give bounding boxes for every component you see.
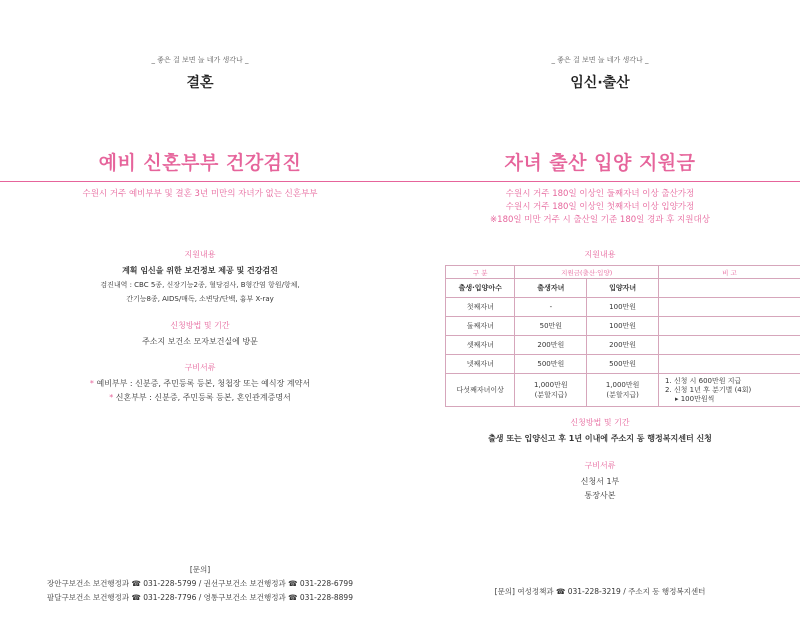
row-adopt: 500만원 bbox=[587, 355, 659, 374]
left-tagline: _ 좋은 걸 보면 늘 네가 생각나 _ bbox=[151, 56, 249, 64]
left-apply-heading: 신청방법 및 기간 bbox=[170, 321, 230, 330]
note-line-1: 1. 신청 시 600만원 지급 bbox=[664, 376, 742, 385]
table-subheader-adopt: 입양자녀 bbox=[587, 279, 659, 298]
table-header-category: 구 분 bbox=[446, 266, 515, 279]
table-header-note: 비 고 bbox=[658, 266, 800, 279]
right-category-title: 임신·출산 bbox=[570, 75, 630, 91]
row-label: 넷째자녀 bbox=[446, 355, 515, 374]
row-note bbox=[658, 317, 800, 336]
support-amount-table bbox=[445, 265, 800, 407]
row-label: 둘째자녀 bbox=[446, 317, 515, 336]
left-footer-contact-1: 장안구보건소 보건행정과 ☎ 031-228-5799 / 권선구보건소 보건행정과 ☎ 031-228-6799 bbox=[47, 579, 353, 588]
row-note bbox=[658, 355, 800, 374]
table-row bbox=[446, 336, 800, 355]
table-header-amount: 지원금(출산·입양) bbox=[515, 266, 659, 279]
left-support-heading: 지원내용 bbox=[184, 250, 216, 259]
right-page-title: 자녀 출산 입양 지원금 bbox=[504, 152, 696, 174]
row-note bbox=[658, 298, 800, 317]
table-header-row bbox=[446, 266, 800, 279]
table-row bbox=[446, 355, 800, 374]
right-apply-text: 출생 또는 입양신고 후 1년 이내에 주소지 동 행정복지센터 신청 bbox=[488, 434, 712, 443]
bullet-mark: * bbox=[109, 393, 114, 402]
left-docs-text-1: 예비부부 : 신분증, 주민등록 등본, 청첩장 또는 예식장 계약서 bbox=[96, 379, 311, 388]
table-row bbox=[446, 317, 800, 336]
row-label: 셋째자녀 bbox=[446, 336, 515, 355]
row-birth-amount: 1,000만원 bbox=[534, 381, 568, 389]
bullet-mark: * bbox=[89, 379, 94, 388]
table-subheader-count: 출생·입양아수 bbox=[446, 279, 515, 298]
left-docs-text-2: 신혼부부 : 신분증, 주민등록 등본, 혼인관계증명서 bbox=[115, 393, 291, 402]
row-note bbox=[658, 336, 800, 355]
row-birth: - bbox=[515, 298, 587, 317]
left-docs-item-1 bbox=[0, 377, 400, 391]
row-adopt: 200만원 bbox=[587, 336, 659, 355]
left-docs-item-2 bbox=[0, 391, 400, 405]
row-adopt bbox=[587, 374, 659, 407]
left-category-title: 결혼 bbox=[186, 75, 214, 91]
left-support-detail-1: 검진내역 : CBC 5종, 신장기능2종, 혈당검사, B형간염 항원/항체, bbox=[100, 281, 300, 289]
right-footer-contact: [문의] 여성정책과 ☎ 031-228-3219 / 주소지 동 행정복지센터 bbox=[494, 587, 706, 596]
row-adopt-amount: 1,000만원 bbox=[605, 381, 640, 389]
left-subtitle: 수원시 거주 예비부부 및 결혼 3년 미만의 자녀가 없는 신혼부부 bbox=[82, 189, 318, 199]
row-adopt: 100만원 bbox=[587, 298, 659, 317]
right-subtitle-1: 수원시 거주 180일 이상인 둘째자녀 이상 출산가정 bbox=[505, 189, 695, 199]
left-docs-heading: 구비서류 bbox=[184, 363, 216, 372]
left-support-detail-2: 간기능8종, AIDS/매독, 소변당/단백, 흉부 X-ray bbox=[126, 295, 274, 303]
note-line-2: 2. 신청 1년 후 분기별 (4회) bbox=[664, 385, 752, 394]
right-docs-heading: 구비서류 bbox=[584, 461, 616, 470]
right-subtitle-3: ※180일 미만 거주 시 출산일 기준 180일 경과 후 지원대상 bbox=[490, 215, 710, 225]
right-docs-item-1: 신청서 1부 bbox=[580, 477, 620, 486]
left-page-title: 예비 신혼부부 건강검진 bbox=[98, 152, 302, 174]
row-note bbox=[658, 374, 800, 407]
table-row-last bbox=[446, 374, 800, 407]
row-birth: 500만원 bbox=[515, 355, 587, 374]
row-birth: 50만원 bbox=[515, 317, 587, 336]
note-line-3: ▸ 100만원씩 bbox=[674, 394, 715, 403]
right-support-heading: 지원내용 bbox=[584, 250, 616, 259]
left-footer-contact-2: 팔달구보건소 보건행정과 ☎ 031-228-7796 / 영통구보건소 보건행정과 ☎ 031-228-8899 bbox=[47, 593, 353, 602]
row-adopt: 100만원 bbox=[587, 317, 659, 336]
row-label: 첫째자녀 bbox=[446, 298, 515, 317]
row-birth bbox=[515, 374, 587, 407]
table-row bbox=[446, 298, 800, 317]
left-support-main: 계획 임신을 위한 보건정보 제공 및 건강검진 bbox=[122, 266, 278, 275]
right-apply-heading: 신청방법 및 기간 bbox=[570, 418, 630, 427]
row-birth-split: (분할지급) bbox=[534, 391, 568, 399]
table-subheader-birth: 출생자녀 bbox=[515, 279, 587, 298]
row-adopt-split: (분할지급) bbox=[606, 391, 639, 399]
right-tagline: _ 좋은 걸 보면 늘 네가 생각나 _ bbox=[551, 56, 649, 64]
right-subtitle-2: 수원시 거주 180일 이상인 첫째자녀 이상 입양가정 bbox=[505, 202, 695, 212]
left-apply-text: 주소지 보건소 모자보건실에 방문 bbox=[142, 337, 258, 346]
table-subheader-row bbox=[446, 279, 800, 298]
row-birth: 200만원 bbox=[515, 336, 587, 355]
right-docs-item-2: 통장사본 bbox=[584, 491, 616, 500]
left-footer-heading: [문의] bbox=[189, 565, 211, 574]
row-label: 다섯째자녀이상 bbox=[446, 374, 515, 407]
table-subheader-note bbox=[658, 279, 800, 298]
